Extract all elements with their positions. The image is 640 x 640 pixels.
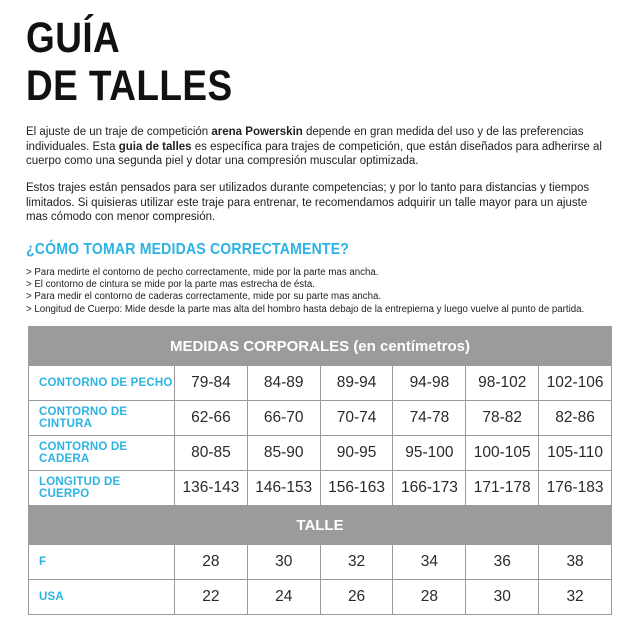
table-cell: 176-183	[539, 471, 612, 506]
table-cell: 22	[175, 580, 248, 615]
table-cell: 28	[175, 545, 248, 580]
table-cell: 85-90	[247, 436, 320, 471]
table-cell: 98-102	[466, 366, 539, 401]
table-cell: 28	[393, 580, 466, 615]
intro-paragraph-1	[26, 125, 612, 169]
tip-item: > Para medirte el contorno de pecho correctamente, mide por la parte mas ancha.	[26, 267, 379, 278]
table-cell: 32	[320, 545, 393, 580]
table-row	[29, 580, 612, 615]
table-cell: 66-70	[247, 401, 320, 436]
size-header: TALLE	[29, 506, 612, 545]
page-title	[26, 14, 233, 110]
table-cell: 78-82	[466, 401, 539, 436]
brand-name: arena Powerskin	[211, 126, 303, 138]
intro-paragraph-2: Estos trajes están pensados para ser utilizados durante competencias; y por lo tanto para distancias y tiempos limitados. Si quisieras utilizar este traje para entrenar, te recomendamos adquirir un talle mayor para un ajuste mas cómodo con menor compresión.	[26, 182, 590, 223]
intro-text: El ajuste de un traje de competición	[26, 126, 212, 138]
table-cell: 79-84	[175, 366, 248, 401]
tip-item: > Para medir el contorno de caderas correctamente, mide por su parte mas ancha.	[26, 291, 382, 303]
table-row	[29, 401, 612, 436]
table-cell: 95-100	[393, 436, 466, 471]
table-cell: 70-74	[320, 401, 393, 436]
table-row	[29, 436, 612, 471]
section-title: ¿CÓMO TOMAR MEDIDAS CORRECTAMENTE?	[26, 241, 350, 258]
table-cell: 100-105	[466, 436, 539, 471]
table-header-row	[29, 327, 612, 366]
size-table	[28, 326, 612, 615]
table-cell: 156-163	[320, 471, 393, 506]
table-cell: 105-110	[539, 436, 612, 471]
intro-text: depende en gran medida del uso y de las preferencias individuales. Esta	[26, 126, 584, 153]
table-cell: 82-86	[539, 401, 612, 436]
table-header-row	[29, 506, 612, 545]
table-cell: 84-89	[247, 366, 320, 401]
table-cell: 90-95	[320, 436, 393, 471]
row-label: CONTORNO DE CINTURA	[29, 401, 175, 436]
tip-item: > El contorno de cintura se mide por la parte mas estrecha de ésta.	[26, 279, 315, 291]
guide-name: guia de talles	[118, 140, 192, 153]
table-row	[29, 545, 612, 580]
row-label: CONTORNO DE PECHO	[29, 366, 175, 401]
table-cell: 36	[466, 545, 539, 580]
table-cell: 30	[466, 580, 539, 615]
table-cell: 32	[539, 580, 612, 615]
table-cell: 146-153	[247, 471, 320, 506]
table-cell: 62-66	[175, 401, 248, 436]
table-cell: 74-78	[393, 401, 466, 436]
title-line-1: GUÍA	[26, 14, 121, 62]
table-cell: 38	[539, 545, 612, 580]
table-cell: 94-98	[393, 366, 466, 401]
table-cell: 166-173	[393, 471, 466, 506]
measurement-tips	[26, 267, 584, 316]
table-cell: 30	[247, 545, 320, 580]
row-label: CONTORNO DE CADERA	[29, 436, 175, 471]
table-cell: 171-178	[466, 471, 539, 506]
measures-header: MEDIDAS CORPORALES (en centímetros)	[29, 327, 612, 366]
table-cell: 136-143	[175, 471, 248, 506]
tip-item: > Longitud de Cuerpo: Mide desde la parte mas alta del hombro hasta debajo de la entrepierna y luego vuelve al punto de partida.	[26, 303, 585, 315]
row-label: USA	[29, 580, 175, 615]
intro-text: es específica para trajes de competición, que están diseñados para adherirse al cuerpo como una segunda piel y dotar una compresión muscular optimizada.	[26, 140, 602, 167]
table-cell: 89-94	[320, 366, 393, 401]
table-row	[29, 471, 612, 506]
row-label: F	[29, 545, 175, 580]
row-label: LONGITUD DE CUERPO	[29, 471, 175, 506]
table-cell: 34	[393, 545, 466, 580]
table-cell: 80-85	[175, 436, 248, 471]
table-cell: 102-106	[539, 366, 612, 401]
table-row	[29, 366, 612, 401]
table-cell: 26	[320, 580, 393, 615]
title-line-2: DE TALLES	[26, 62, 233, 110]
table-cell: 24	[247, 580, 320, 615]
